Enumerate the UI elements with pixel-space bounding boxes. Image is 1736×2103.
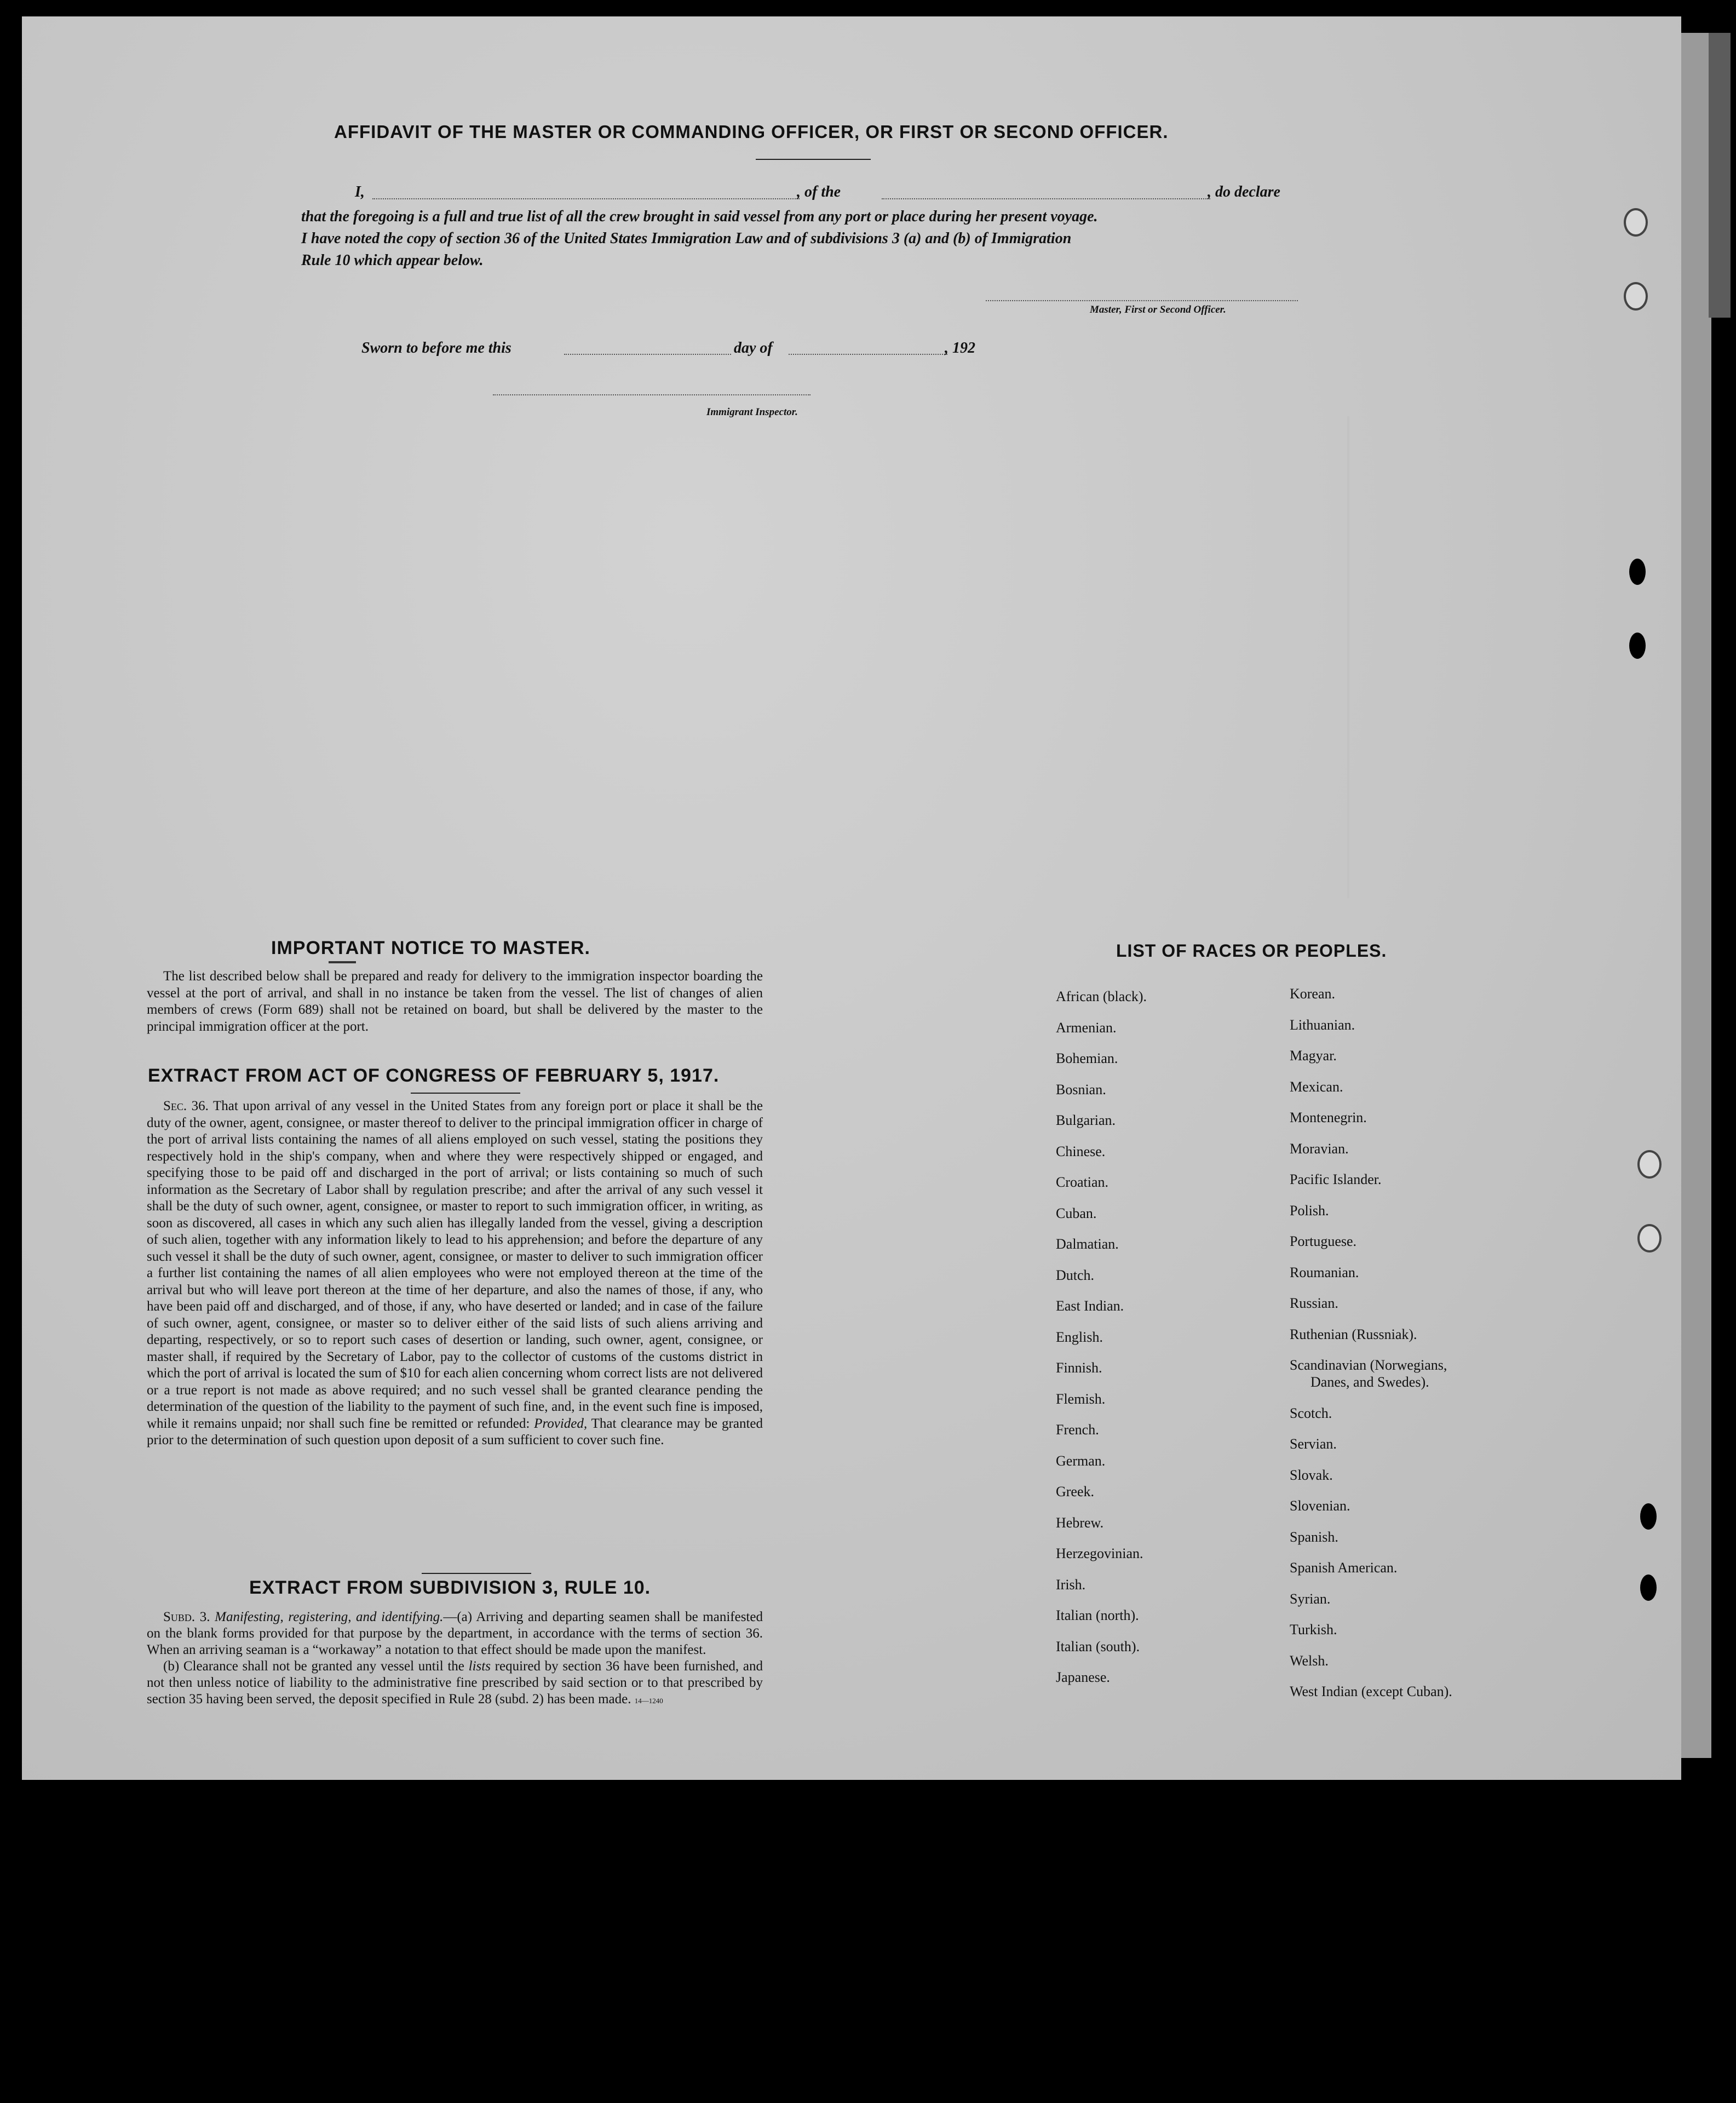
race-item: Herzegovinian. <box>1056 1545 1143 1561</box>
divider <box>422 1573 531 1574</box>
sworn-day-field[interactable] <box>564 354 731 355</box>
affidavit-of-the-label: , of the <box>797 183 841 200</box>
race-item: French. <box>1056 1422 1099 1438</box>
race-item: English. <box>1056 1329 1103 1345</box>
document-page <box>22 16 1681 1780</box>
provided-word: Provided, <box>534 1416 588 1431</box>
race-item: Cuban. <box>1056 1205 1097 1221</box>
race-item: Armenian. <box>1056 1019 1117 1036</box>
race-item: Polish. <box>1290 1202 1329 1219</box>
race-item: Slovak. <box>1290 1467 1333 1483</box>
race-item: Bohemian. <box>1056 1050 1118 1066</box>
race-item: Japanese. <box>1056 1669 1110 1685</box>
subd-label: Subd. 3. <box>163 1610 210 1624</box>
sworn-label: Sworn to before me this <box>361 340 511 357</box>
punch-hole <box>1624 282 1648 311</box>
rule-text-a: —(a) Arriving and departing seamen shall be manifested on the blank forms provided for that purpose by the department, in accordance with the terms of section 36. When an arriving seaman is a “workaway” a notation to that effect should be made upon the manifest. <box>147 1610 763 1657</box>
race-item: Italian (north). <box>1056 1607 1139 1623</box>
affidavit-title: AFFIDAVIT OF THE MASTER OR COMMANDING OFFICER, OR FIRST OR SECOND OFFICER. <box>334 122 1169 142</box>
affidavit-do-declare: , do declare <box>1208 183 1280 200</box>
race-item: Slovenian. <box>1290 1498 1350 1514</box>
act-title: EXTRACT FROM ACT OF CONGRESS OF FEBRUARY 5, 1917. <box>148 1065 720 1086</box>
race-item: Hebrew. <box>1056 1514 1104 1531</box>
punch-hole <box>1637 1150 1662 1179</box>
page-edge <box>1681 33 1711 1758</box>
race-item: Welsh. <box>1290 1652 1329 1669</box>
act-body-end: That clearance may be granted prior to the determination of such question upon deposit of a sum sufficient to cover such fine. <box>147 1416 763 1447</box>
subd-title: Manifesting, registering, and identifying. <box>215 1610 444 1624</box>
race-item: Portuguese. <box>1290 1233 1357 1249</box>
race-item: Croatian. <box>1056 1174 1109 1190</box>
master-label: Master, First or Second Officer. <box>1090 304 1226 315</box>
page-edge-shadow <box>1709 33 1731 318</box>
punch-hole <box>1624 208 1648 237</box>
divider <box>411 1093 520 1094</box>
year-label: , 192 <box>945 340 975 357</box>
section-label: Sec. 36. <box>163 1099 209 1113</box>
punch-hole-dark <box>1629 559 1646 585</box>
race-item: Turkish. <box>1290 1622 1337 1638</box>
race-item: Scandinavian (Norwegians, <box>1290 1357 1447 1373</box>
race-item: Roumanian. <box>1290 1264 1359 1280</box>
day-of-label: day of <box>734 340 773 357</box>
race-item: Bosnian. <box>1056 1081 1106 1098</box>
race-item: Mexican. <box>1290 1078 1343 1095</box>
race-item: Servian. <box>1290 1436 1337 1452</box>
inspector-label: Immigrant Inspector. <box>706 406 798 418</box>
race-item: Spanish American. <box>1290 1560 1398 1576</box>
race-item: Magyar. <box>1290 1048 1337 1064</box>
race-item: Italian (south). <box>1056 1638 1140 1654</box>
rule-text-b-end: required by section 36 have been furnished, and not then unless notice of liability to the administrative fine prescribed by said section or to that prescribed by section 35 having been served, the deposit specified in Rule 28 (subd. 2) has been made. <box>147 1659 763 1706</box>
race-item: Scotch. <box>1290 1405 1332 1421</box>
race-item: Korean. <box>1290 986 1336 1002</box>
affidavit-i-label: I, <box>355 183 365 200</box>
notice-text <box>147 968 763 1035</box>
divider <box>756 159 871 160</box>
affidavit-line-2: that the foregoing is a full and true list of all the crew brought in said vessel from any port or place during her present voyage. <box>301 208 1098 225</box>
punch-hole-dark <box>1640 1503 1657 1530</box>
race-item: Dalmatian. <box>1056 1236 1119 1252</box>
rule-text <box>147 1609 763 1709</box>
punch-hole-dark <box>1629 633 1646 659</box>
affidavit-line-4: Rule 10 which appear below. <box>301 252 484 269</box>
name-field[interactable] <box>372 198 800 199</box>
punch-hole <box>1637 1224 1662 1252</box>
divider <box>329 961 356 963</box>
rule-paragraph-b <box>147 1658 763 1709</box>
race-item: Lithuanian. <box>1290 1016 1355 1033</box>
race-item: Danes, and Swedes). <box>1310 1374 1429 1390</box>
race-item: Dutch. <box>1056 1267 1095 1283</box>
rule-title: EXTRACT FROM SUBDIVISION 3, RULE 10. <box>249 1577 651 1598</box>
race-item: Montenegrin. <box>1290 1110 1367 1125</box>
act-body: That upon arrival of any vessel in the United States from any foreign port or place it shall be the duty of the owner, agent, consignee, or master thereof to deliver to the principal immigration officer in charge of the port of arrival lists containing the names of all aliens employed on such vessel, stating the positions they respectively hold in the ship's company, when and where they were respectively shipped or engaged, and specifying those to be paid off and discharged in the port of arrival; or lists containing so much of such information as the Secretary of Labor shall by regulation prescribe; and after the arrival of any such vessel it shall be the duty of such owner, agent, consignee, or master to report to such immigration officer, in writing, as soon as discovered, all cases in which any such alien has illegally landed from the vessel, giving a description of such alien, together with any information likely to lead to his apprehension; and before the departure of any such vessel it shall be the duty of such owner, agent, consignee, or master to deliver to such immigration officer a further list containing the names of all alien employees who were not employed thereon at the time of the arrival but who will leave port thereon at the time of her departure, and also the names of those, if any, who have been paid off and discharged, and of those, if any, who have deserted or landed; and in case of the failure of such owner, agent, consignee, or master so to deliver either of the said lists of such aliens arriving and departing, respectively, or so to report such cases of desertion or landing, such owner, agent, consignee, or master shall, if required by the Secretary of Labor, pay to the collector of customs of the customs district in which the port of arrival is located the sum of $10 for each alien concerning whom correct lists are not delivered or a true report is not made as above required; and no such vessel shall be granted clearance pending the determination of the question of the liability to the payment of such fine, and, in the event such fine is imposed, while it remains unpaid; nor shall such fine be remitted or refunded: <box>147 1099 763 1431</box>
race-item: Pacific Islander. <box>1290 1171 1382 1187</box>
race-item: Flemish. <box>1056 1390 1106 1407</box>
lists-word: lists <box>468 1659 491 1674</box>
notice-paragraph: The list described below shall be prepared and ready for delivery to the immigration inspector boarding the vessel at the port of arrival, and shall in no instance be taken from the vessel. The list of changes of alien members of crews (Form 689) shall not be retained on board, but shall be delivered by the master to the principal immigration officer at the port. <box>147 969 763 1034</box>
rule-paragraph-a <box>147 1609 763 1658</box>
race-item: German. <box>1056 1452 1106 1469</box>
punch-hole-dark <box>1640 1575 1657 1601</box>
act-paragraph <box>147 1098 763 1449</box>
form-number: 14—1240 <box>634 1697 663 1705</box>
race-item: East Indian. <box>1056 1298 1124 1314</box>
affidavit-line-3: I have noted the copy of section 36 of the United States Immigration Law and of subdivisions 3 (a) and (b) of Immigration <box>301 230 1072 247</box>
sworn-month-field[interactable] <box>789 354 947 355</box>
race-item: Russian. <box>1290 1295 1338 1311</box>
race-item: Irish. <box>1056 1576 1086 1593</box>
vessel-field[interactable] <box>882 198 1210 199</box>
race-item: Bulgarian. <box>1056 1112 1116 1128</box>
bleed-through <box>1347 416 1623 898</box>
race-item: West Indian (except Cuban). <box>1290 1683 1452 1700</box>
race-item: Greek. <box>1056 1484 1095 1499</box>
race-item: Finnish. <box>1056 1360 1102 1376</box>
rule-text-b-start: (b) Clearance shall not be granted any vessel until the <box>163 1659 464 1674</box>
notice-title: IMPORTANT NOTICE TO MASTER. <box>271 938 590 958</box>
race-item: Ruthenian (Russniak). <box>1290 1326 1417 1342</box>
race-item: Chinese. <box>1056 1143 1106 1159</box>
race-item: Spanish. <box>1290 1529 1338 1545</box>
races-title: LIST OF RACES OR PEOPLES. <box>1116 941 1387 961</box>
inspector-signature-field[interactable] <box>493 394 810 395</box>
race-item: African (black). <box>1056 989 1147 1004</box>
master-signature-field[interactable] <box>986 300 1298 301</box>
race-item: Syrian. <box>1290 1590 1331 1607</box>
act-text <box>147 1098 763 1449</box>
race-item: Moravian. <box>1290 1140 1349 1157</box>
